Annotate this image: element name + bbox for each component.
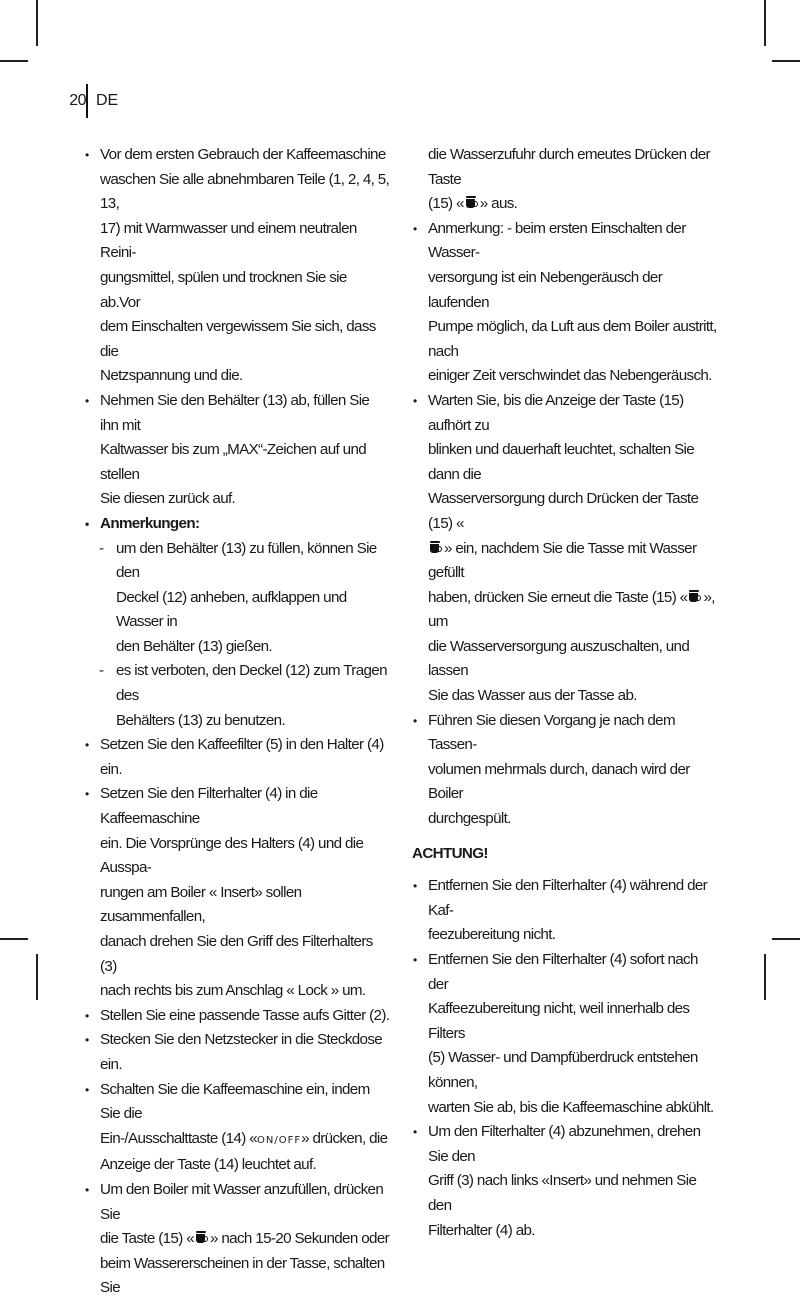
- crop-mark: [36, 0, 38, 46]
- list-item: • Schalten Sie die Kaffeemaschine ein, indem Sie die Ein-/Ausschalttaste (14) «ON/OFF» drücken, die Anzeige der Taste (14) leuchtet auf.: [85, 1080, 388, 1174]
- crop-mark: [0, 938, 28, 940]
- list-item: • Um den Filterhalter (4) abzunehmen, drehen Sie den Griff (3) nach links «Insert» und nehmen Sie den Filterhalter (4) ab.: [413, 1123, 701, 1239]
- list-item: • Entfernen Sie den Filterhalter (4) sofort nach der Kaffeezubereitung nicht, weil innerhalb des Filters (5) Wasser- und Dampfüberdruck entstehen können, warten Sie ab, bis die Kaffeemaschine abkühlt.: [413, 951, 714, 1116]
- list-item: • Stecken Sie den Netzstecker in die Steckdose ein.: [85, 1031, 383, 1073]
- list-item: • Führen Sie diesen Vorgang je nach dem Tassen- volumen mehrmals durch, danach wird der Boiler durchgespült.: [413, 711, 690, 828]
- note-item: - es ist verboten, den Deckel (12) zum Tragen des Behälters (13) zu benutzen.: [99, 662, 387, 729]
- notes-heading: • Anmerkungen:: [85, 514, 200, 532]
- list-item: • Um den Boiler mit Wasser anzufüllen, drücken Sie die Taste (15) « » nach 15-20 Sekunden oder beim Wassererscheinen in der Tasse, schalten Sie: [85, 1180, 390, 1297]
- list-item: • Nehmen Sie den Behälter (13) ab, füllen Sie ihn mit Kaltwasser bis zum „MAX“-Zeichen auf und stellen Sie diesen zurück auf.: [85, 391, 370, 508]
- crop-mark: [0, 60, 28, 62]
- caution-heading: ACHTUNG!: [412, 844, 488, 862]
- cup-icon: [429, 541, 443, 554]
- list-item: • Entfernen Sie den Filterhalter (4) während der Kaf- feezubereitung nicht.: [413, 877, 708, 944]
- list-item: • Warten Sie, bis die Anzeige der Taste (15) aufhört zu blinken und dauerhaft leuchtet, schalten Sie dann die Wasserversorgung durch Drücken der Taste (15) « » ein, nachdem Sie die Tasse mit Wasser gefüllt haben, drücken Sie erneut die Taste (15) « », um die Wasserversorgung auszuschalten, und lassen Sie das Wasser aus der Tasse ab.: [413, 391, 715, 705]
- list-item: • Setzen Sie den Filterhalter (4) in die Kaffeemaschine ein. Die Vorsprünge des Halters (4) und die Ausspa- rungen am Boiler « Insert» sollen zusammenfallen, danach drehen Sie den Griff des Filterhalters (3) nach rechts bis zum Anschlag « Lock » um.: [85, 785, 373, 1000]
- crop-mark: [36, 954, 38, 1000]
- on-off-symbol: ON/OFF: [257, 1134, 302, 1146]
- list-item: • Setzen Sie den Kaffeefilter (5) in den Halter (4) ein.: [85, 736, 384, 778]
- crop-mark: [772, 60, 800, 62]
- continued-text: die Wasserzufuhr durch emeutes Drücken der Taste (15) « » aus.: [428, 146, 710, 213]
- header-divider: [86, 84, 88, 118]
- cup-icon: [465, 196, 479, 209]
- crop-mark: [764, 954, 766, 1000]
- list-item: • Stellen Sie eine passende Tasse aufs Gitter (2).: [85, 1006, 390, 1024]
- right-column: [410, 143, 720, 1243]
- left-column: [82, 143, 390, 1301]
- crop-mark: [764, 0, 766, 46]
- list-item: • Vor dem ersten Gebrauch der Kaffeemaschine waschen Sie alle abnehmbaren Teile (1, 2, 4, 5, 13, 17) mit Warmwasser und einem neutralen Reini- gungsmittel, spülen und trocknen Sie sie ab.Vor dem Einschalten vergewissem Sie sich, dass die Netzspannung und die.: [85, 146, 390, 385]
- language-code: DE: [96, 92, 119, 109]
- page-number: 20: [69, 92, 86, 109]
- crop-mark: [772, 938, 800, 940]
- list-item: • Anmerkung: - beim ersten Einschalten der Wasser- versorgung ist ein Nebengeräusch der laufenden Pumpe möglich, da Luft aus dem Boiler austritt, nach einiger Zeit verschwindet das Nebengeräusch.: [413, 219, 717, 385]
- cup-icon: [688, 590, 702, 603]
- cup-icon: [195, 1231, 209, 1244]
- note-item: - um den Behälter (13) zu füllen, können Sie den Deckel (12) anheben, aufklappen und Wasser in den Behälter (13) gießen.: [99, 539, 377, 655]
